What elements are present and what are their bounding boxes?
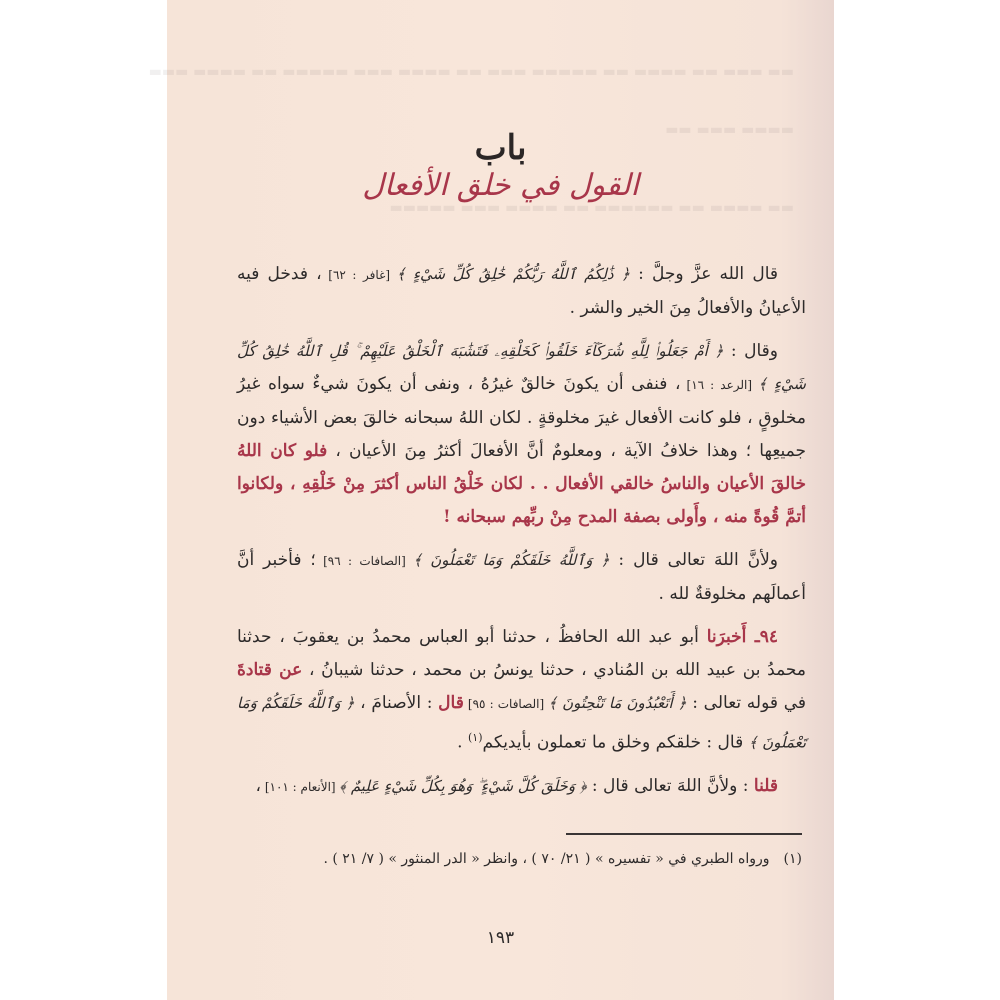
quran-verse: ﴿ أَتَعْبُدُونَ مَا تَنْحِتُونَ ﴾ — [548, 694, 687, 712]
text: : ولأنَّ اللهَ تعالى قال : — [586, 775, 754, 796]
footnote-divider — [566, 833, 802, 835]
footnote-text: ورواه الطبري في « تفسيره » ( ٢١/ ٧٠ ) ، وانظر « الدر المنثور » ( ٧/ ٢١ ) . — [323, 851, 770, 867]
text: ولأنَّ اللهَ تعالى قال : — [609, 550, 778, 570]
book-page — [148, 0, 834, 1000]
verse-reference: [غافر : ٦٢] — [321, 268, 397, 282]
footnote-1 — [237, 848, 802, 870]
paragraph-2 — [237, 335, 806, 534]
akhbarana-label: أَخبرَنا — [706, 627, 747, 647]
text: ، فنفى أن يكونَ خالقٌ غيرُهُ ، ونفى أن يكونَ شيءٌ سواه غيرُ مخلوقٍ ، فلو كانت الأفعال غيرَ مخلوقةٍ . لكان اللهُ سبحانه خالقَ بعض الأشياء دون جميعِها ؛ وهذا خلافُ الآية ، ومعلومٌ أنَّ الأفعالَ أكثرُ مِنَ الأعيان ، — [237, 374, 806, 461]
chapter-label: باب — [474, 128, 527, 168]
quran-verse: ﴿ أَمْ جَعَلُوا۟ لِلَّهِ شُرَكَآءَ خَلَقُوا۟ كَخَلْقِهِۦ فَتَشَٰبَهَ ٱلْخَلْقُ عَلَيْهِمْ ۚ قُلِ ٱللَّهُ خَٰلِقُ كُلِّ شَيْءٍ ﴾ — [237, 342, 807, 393]
body-text — [237, 258, 806, 804]
bleed-through-text: ▬▬ ▬▬▬ ▬▬ ▬▬▬▬ ▬▬ ▬▬▬▬▬ ▬▬▬ ▬▬ ▬▬▬▬ ▬▬▬ ▬▬▬▬▬ ▬▬ ▬▬▬▬ ▬▬▬ — [148, 64, 794, 80]
text: ، فدخل فيه الأعيانُ والأفعالُ مِنَ الخير والشر . — [237, 264, 806, 318]
verse-reference: [الأنعام : ١٠١] — [261, 779, 340, 794]
text: في قوله تعالى : — [686, 693, 806, 713]
quran-verse: ﴿ وَٱللَّهُ خَلَقَكُمْ وَمَا تَعْمَلُونَ ﴾ — [413, 551, 610, 569]
text: وقال : — [723, 341, 778, 361]
hadith-number: ٩٤ـ — [746, 627, 778, 647]
quran-verse: ﴿ وَخَلَقَ كُلَّ شَيْءٍ ۖ وَهُوَ بِكُلِّ شَيْءٍ عَلِيمٌ ﴾ — [339, 776, 587, 795]
quran-verse: ﴿ وَٱللَّهُ خَلَقَكُمْ وَمَا تَعْمَلُونَ ﴾ — [237, 694, 806, 752]
chapter-title: القول في خلق الأفعال — [362, 168, 639, 203]
paragraph-5 — [237, 770, 806, 804]
emphasized-text: فلو كان اللهُ خالقَ الأعيان والناسُ خالقي الأفعال . . لكان خَلْقُ الناس أكثرَ مِنْ خَلْقِهِ ، ولكانوا أتمَّ قُوةً منه ، وأَولى بصفة المدح مِنْ ربِّهم سبحانه ! — [237, 441, 806, 527]
hadith-94 — [237, 621, 806, 760]
text: ، — [255, 775, 261, 796]
footnote-number: (١) — [783, 851, 802, 867]
bleed-through-text: ▬▬▬▬ ▬▬▬ ▬▬ — [665, 122, 794, 138]
verse-reference: [الصافات : ٩٥] — [463, 697, 549, 711]
paragraph-3 — [237, 544, 806, 611]
qala-label: قال — [438, 693, 464, 713]
text: قال الله عزَّ وجلَّ : — [629, 264, 778, 284]
verse-reference: [الرعد : ١٦] — [680, 378, 759, 392]
text: قال : خلقكم وخلق ما تعملون بأيديكم — [482, 732, 749, 753]
text: : الأصنامَ ، — [354, 693, 439, 713]
narrator-qatada: عن قتادةَ — [237, 660, 303, 680]
verse-reference: [الصافات : ٩٦] — [315, 554, 414, 568]
page-number: ١٩٣ — [486, 928, 515, 948]
paragraph-1 — [237, 258, 806, 325]
text: . — [457, 732, 468, 753]
qulna-label: قلنا — [753, 775, 778, 796]
bleed-through-text: ▬▬ ▬▬▬▬ ▬▬ ▬▬▬▬▬▬ ▬▬ ▬▬▬▬ ▬▬▬ ▬▬▬▬▬ — [389, 200, 794, 216]
text: ؛ فأخبر أنَّ أعمالَهم مخلوقةٌ لله . — [237, 550, 806, 604]
footnote-marker[interactable]: (١) — [467, 731, 483, 744]
isnad-chain: أبو عبد الله الحافظُ ، حدثنا أبو العباس محمدُ بن يعقوبَ ، حدثنا محمدُ بن عبيد الله بن المُنادي ، حدثنا يونسُ بن محمد ، حدثنا شيبانُ ، — [237, 627, 806, 680]
quran-verse: ﴿ ذَٰلِكُمُ ٱللَّهُ رَبُّكُمْ خَٰلِقُ كُلِّ شَيْءٍ ﴾ — [396, 265, 630, 283]
